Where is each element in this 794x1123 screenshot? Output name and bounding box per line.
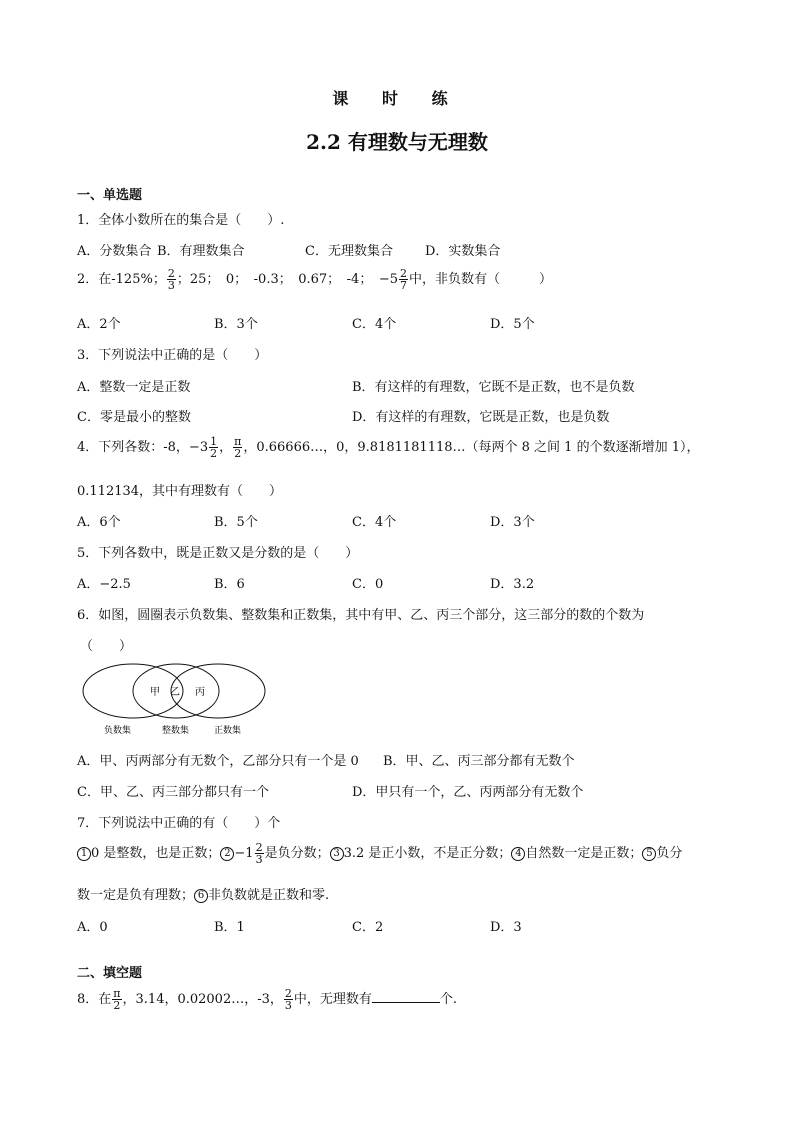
q6-stem-line2: （ ） [80, 639, 133, 654]
q7-frac-den: 3 [255, 853, 263, 866]
q7-statement-1: 0 是整数，也是正数； [91, 846, 221, 861]
question-2-stem [77, 268, 552, 291]
q4-frac2-num: π [234, 435, 242, 448]
q4-option-b: B．5个 [214, 515, 258, 530]
q4-option-a: A．6个 [77, 515, 121, 530]
section-title-fill-in: 二、填空题 [77, 966, 143, 981]
q2-option-b: B．3个 [214, 317, 258, 332]
q2-frac1-den: 3 [167, 279, 175, 292]
q7-statement-6: 非负数就是正数和零. [208, 888, 330, 903]
q8-prefix: 8．在 [77, 992, 112, 1007]
circled-number-3: 3 [330, 847, 344, 861]
section-title-single-choice: 一、单选题 [77, 188, 143, 203]
q4-frac1-den: 2 [210, 447, 218, 460]
q4-option-d: D．3个 [490, 515, 535, 530]
q4-fraction-1-2 [209, 436, 218, 459]
q6-option-b: B．甲、乙、丙三部分都有无数个 [383, 754, 575, 769]
q7-statement-5: 负分 [656, 846, 683, 861]
q7-fraction-2-3 [255, 842, 264, 865]
q8-fraction-pi-2 [112, 988, 121, 1011]
positive-set-circle [171, 664, 265, 718]
q2-option-a: A．2个 [77, 317, 121, 332]
q1-option-b: B．有理数集合 [157, 244, 245, 259]
region-jia-label: 甲 [150, 687, 160, 698]
answer-blank[interactable] [372, 990, 440, 1003]
q5-option-b: B．6 [214, 577, 245, 592]
q3-option-b: B．有这样的有理数，它既不是正数，也不是负数 [352, 380, 635, 395]
q4-option-c: C．4个 [352, 515, 397, 530]
q2-prefix: 2．在-125%； [77, 272, 166, 287]
question-3-stem: 3．下列说法中正确的是（ ） [77, 348, 268, 363]
q7-option-c: C．2 [352, 920, 384, 935]
region-yi-label: 乙 [170, 687, 180, 698]
q2-suffix: 中，非负数有（ ） [409, 272, 553, 287]
page-title: 2.2 有理数与无理数 [306, 130, 488, 154]
q8-frac1-num: π [113, 987, 121, 1000]
question-8-stem [77, 988, 457, 1011]
circled-number-2: 2 [220, 847, 234, 861]
q8-suffix-2: 个. [439, 992, 458, 1007]
q5-option-a: A．−2.5 [77, 577, 131, 592]
q8-fraction-2-3 [284, 988, 293, 1011]
q7-statement-4: 自然数一定是正数； [525, 846, 643, 861]
q7-option-b: B．1 [214, 920, 245, 935]
q3-option-a: A．整数一定是正数 [77, 380, 191, 395]
question-7-stem: 7．下列说法中正确的有（ ）个 [77, 816, 281, 831]
negative-set-label: 负数集 [104, 726, 132, 736]
q2-frac2-num: 2 [400, 267, 407, 280]
q2-frac1-num: 2 [167, 267, 175, 280]
question-4-stem [77, 436, 699, 459]
q7-statement-2a: −1 [234, 846, 254, 861]
q4-fraction-pi-2 [233, 436, 242, 459]
q2-frac2-den: 7 [400, 279, 407, 292]
q4-sep: ， [219, 440, 233, 455]
question-5-stem: 5．下列各数中，既是正数又是分数的是（ ） [77, 546, 359, 561]
q4-prefix: 4．下列各数：-8，−3 [77, 440, 209, 455]
q7-option-a: A．0 [77, 920, 108, 935]
q2-mid: ；25； 0； -0.3； 0.67； -4； −5 [176, 272, 398, 287]
q4-stem-line2: 0.112134，其中有理数有（ ） [77, 484, 283, 499]
q7-statement-3: 3.2 是正小数，不是正分数； [343, 846, 512, 861]
q4-suffix: ，0.66666…，0，9.8181181118…（每两个 8 之间 1 的个数逐渐增加 1）， [243, 440, 700, 455]
integer-set-label: 整数集 [162, 726, 190, 736]
q2-option-c: C．4个 [352, 317, 397, 332]
circled-number-1: 1 [77, 847, 91, 861]
question-6-stem: 6．如图，圆圈表示负数集、整数集和正数集，其中有甲、乙、丙三个部分，这三部分的数的个数为 [77, 608, 645, 623]
q7-statement-2b: 是负分数； [264, 846, 330, 861]
q3-option-d: D．有这样的有理数，它既是正数，也是负数 [352, 410, 610, 425]
q1-option-a: A．分数集合 [77, 244, 152, 259]
q7-statement-5-cont: 数一定是负有理数； [77, 888, 195, 903]
q6-option-d: D．甲只有一个，乙、丙两部分有无数个 [352, 785, 584, 800]
q1-option-d: D．实数集合 [425, 244, 501, 259]
page-header: 课 时 练 [332, 89, 462, 108]
q5-option-c: C．0 [352, 577, 384, 592]
q8-frac1-den: 2 [113, 999, 121, 1012]
q6-option-c: C．甲、乙、丙三部分都只有一个 [77, 785, 269, 800]
q7-option-d: D．3 [490, 920, 522, 935]
q7-frac-num: 2 [255, 841, 263, 854]
circled-number-6: 6 [194, 889, 208, 903]
q2-option-d: D．5个 [490, 317, 535, 332]
q8-frac2-den: 3 [284, 999, 292, 1012]
q3-option-c: C．零是最小的整数 [77, 410, 191, 425]
q7-statements-line2 [77, 884, 329, 903]
q5-option-d: D．3.2 [490, 577, 535, 592]
q6-option-a: A．甲、丙两部分有无数个，乙部分只有一个是 0 [77, 754, 359, 769]
venn-diagram [78, 660, 273, 740]
q1-option-c: C．无理数集合 [305, 244, 393, 259]
q4-frac2-den: 2 [234, 447, 242, 460]
question-1-stem: 1．全体小数所在的集合是（ ）. [77, 213, 285, 228]
q8-mid: ，3.14，0.02002…，-3， [122, 992, 283, 1007]
q8-suffix-1: 中，无理数有 [293, 992, 372, 1007]
q4-frac1-num: 1 [210, 435, 218, 448]
q8-frac2-num: 2 [284, 987, 292, 1000]
positive-set-label: 正数集 [214, 726, 242, 736]
circled-number-4: 4 [511, 847, 525, 861]
q2-fraction-2-7 [399, 268, 408, 291]
q7-statements-line1 [77, 842, 682, 865]
q2-fraction-2-3 [167, 268, 176, 291]
circled-number-5: 5 [642, 847, 656, 861]
region-bing-label: 丙 [195, 687, 205, 698]
